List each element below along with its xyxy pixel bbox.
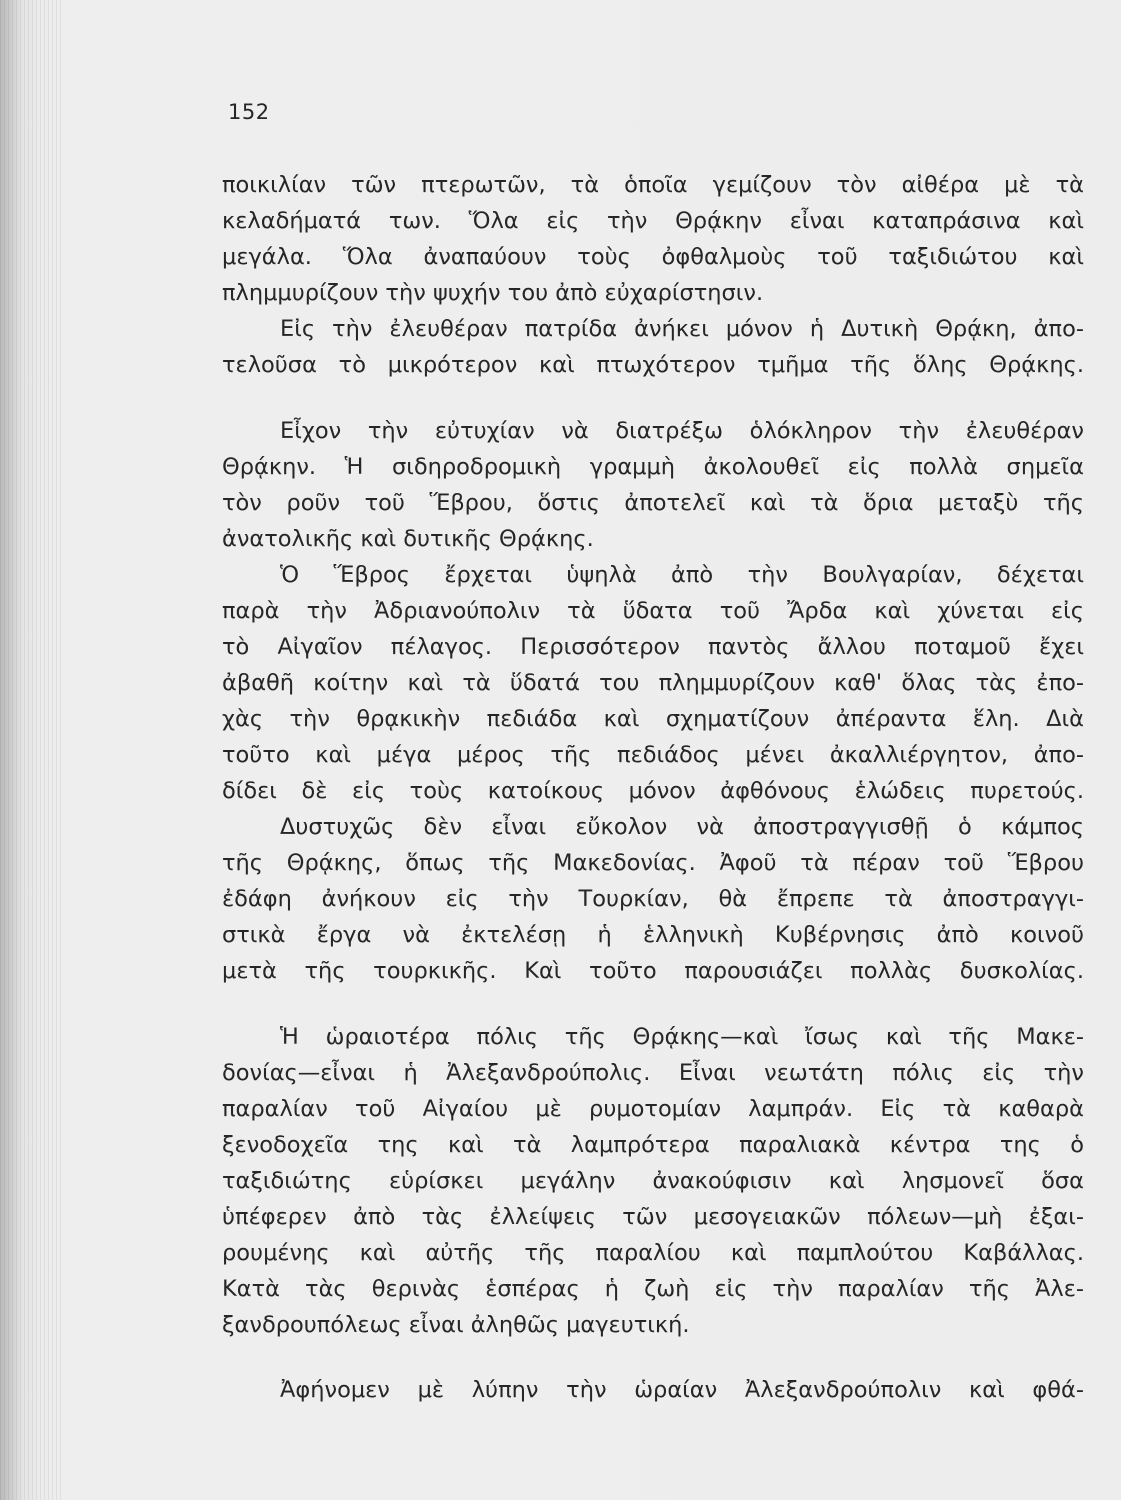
text-line: Κατὰ τὰς θερινὰς ἑσπέρας ἡ ζωὴ εἰς τὴν παραλίαν τῆς Ἀλε- xyxy=(222,1276,1084,1302)
text-line: ὑπέφερεν ἀπὸ τὰς ἐλλείψεις τῶν μεσογειακῶν πόλεων—μὴ ἐξαι- xyxy=(222,1204,1084,1230)
text-line: Ὁ Ἕβρος ἔρχεται ὑψηλὰ ἀπὸ τὴν Βουλγαρίαν, δέχεται xyxy=(280,562,1084,588)
text-line: ἐδάφη ἀνήκουν εἰς τὴν Τουρκίαν, θὰ ἔπρεπε τὰ ἀποστραγγι- xyxy=(222,886,1084,912)
text-line: τελοῦσα τὸ μικρότερον καὶ πτωχότερον τμῆμα τῆς ὅλης Θρᾴκης. xyxy=(222,352,1084,378)
text-line: κελαδήματά των. Ὅλα εἰς τὴν Θρᾴκην εἶναι καταπράσινα καὶ xyxy=(222,208,1084,234)
text-line: Εἰς τὴν ἐλευθέραν πατρίδα ἀνήκει μόνον ἡ Δυτικὴ Θρᾴκη, ἀπο- xyxy=(280,316,1084,342)
text-line: στικὰ ἔργα νὰ ἐκτελέσῃ ἡ ἑλληνικὴ Κυβέρνησις ἀπὸ κοινοῦ xyxy=(222,922,1084,948)
text-line: ταξιδιώτης εὑρίσκει μεγάλην ἀνακούφισιν καὶ λησμονεῖ ὅσα xyxy=(222,1168,1084,1194)
text-line: τὸ Αἰγαῖον πέλαγος. Περισσότερον παντὸς ἄλλου ποταμοῦ ἔχει xyxy=(222,634,1084,660)
text-line: ἀβαθῆ κοίτην καὶ τὰ ὕδατά του πλημμυρίζουν καθ' ὅλας τὰς ἐπο- xyxy=(222,670,1084,696)
text-line: ξενοδοχεῖα της καὶ τὰ λαμπρότερα παραλιακὰ κέντρα της ὁ xyxy=(222,1132,1084,1158)
text-line: παραλίαν τοῦ Αἰγαίου μὲ ρυμοτομίαν λαμπράν. Εἰς τὰ καθαρὰ xyxy=(222,1096,1084,1122)
text-line: Θρᾴκην. Ἡ σιδηροδρομικὴ γραμμὴ ἀκολουθεῖ εἰς πολλὰ σημεῖα xyxy=(222,454,1084,480)
text-line: Δυστυχῶς δὲν εἶναι εὔκολον νὰ ἀποστραγγισθῇ ὁ κάμπος xyxy=(280,814,1084,840)
text-line: ξανδρουπόλεως εἶναι ἀληθῶς μαγευτική. xyxy=(222,1312,690,1338)
text-line: ποικιλίαν τῶν πτερωτῶν, τὰ ὁποῖα γεμίζουν τὸν αἰθέρα μὲ τὰ xyxy=(222,172,1084,198)
text-line: ἀνατολικῆς καὶ δυτικῆς Θρᾴκης. xyxy=(222,526,594,552)
text-line: παρὰ τὴν Ἀδριανούπολιν τὰ ὕδατα τοῦ Ἄρδα καὶ χύνεται εἰς xyxy=(222,598,1084,624)
text-line: τὸν ροῦν τοῦ Ἕβρου, ὅστις ἀποτελεῖ καὶ τὰ ὅρια μεταξὺ τῆς xyxy=(222,490,1084,516)
text-line: μεγάλα. Ὅλα ἀναπαύουν τοὺς ὀφθαλμοὺς τοῦ ταξιδιώτου καὶ xyxy=(222,244,1084,270)
page-number: 152 xyxy=(228,100,270,124)
text-line: δονίας—εἶναι ἡ Ἀλεξανδρούπολις. Εἶναι νεωτάτη πόλις εἰς τὴν xyxy=(222,1060,1084,1086)
text-line: τοῦτο καὶ μέγα μέρος τῆς πεδιάδος μένει ἀκαλλιέργητον, ἀπο- xyxy=(222,742,1084,768)
text-line: ρουμένης καὶ αὐτῆς τῆς παραλίου καὶ παμπλούτου Καβάλλας. xyxy=(222,1240,1084,1266)
text-line: τῆς Θρᾴκης, ὅπως τῆς Μακεδονίας. Ἀφοῦ τὰ πέραν τοῦ Ἕβρου xyxy=(222,850,1084,876)
book-page-edges xyxy=(0,0,62,1500)
text-line: πλημμυρίζουν τὴν ψυχήν του ἀπὸ εὐχαρίστησιν. xyxy=(222,280,764,306)
text-line: χὰς τὴν θρᾳκικὴν πεδιάδα καὶ σχηματίζουν ἀπέραντα ἕλη. Διὰ xyxy=(222,706,1084,732)
text-line: Ἡ ὡραιοτέρα πόλις τῆς Θρᾴκης—καὶ ἴσως καὶ τῆς Μακε- xyxy=(280,1024,1084,1050)
text-line: δίδει δὲ εἰς τοὺς κατοίκους μόνον ἀφθόνους ἑλώδεις πυρετούς. xyxy=(222,778,1084,804)
text-line: Ἀφήνομεν μὲ λύπην τὴν ὡραίαν Ἀλεξανδρούπολιν καὶ φθά- xyxy=(280,1377,1084,1403)
text-line: μετὰ τῆς τουρκικῆς. Καὶ τοῦτο παρουσιάζει πολλὰς δυσκολίας. xyxy=(222,958,1084,984)
text-line: Εἶχον τὴν εὐτυχίαν νὰ διατρέξω ὁλόκληρον τὴν ἐλευθέραν xyxy=(280,418,1084,444)
